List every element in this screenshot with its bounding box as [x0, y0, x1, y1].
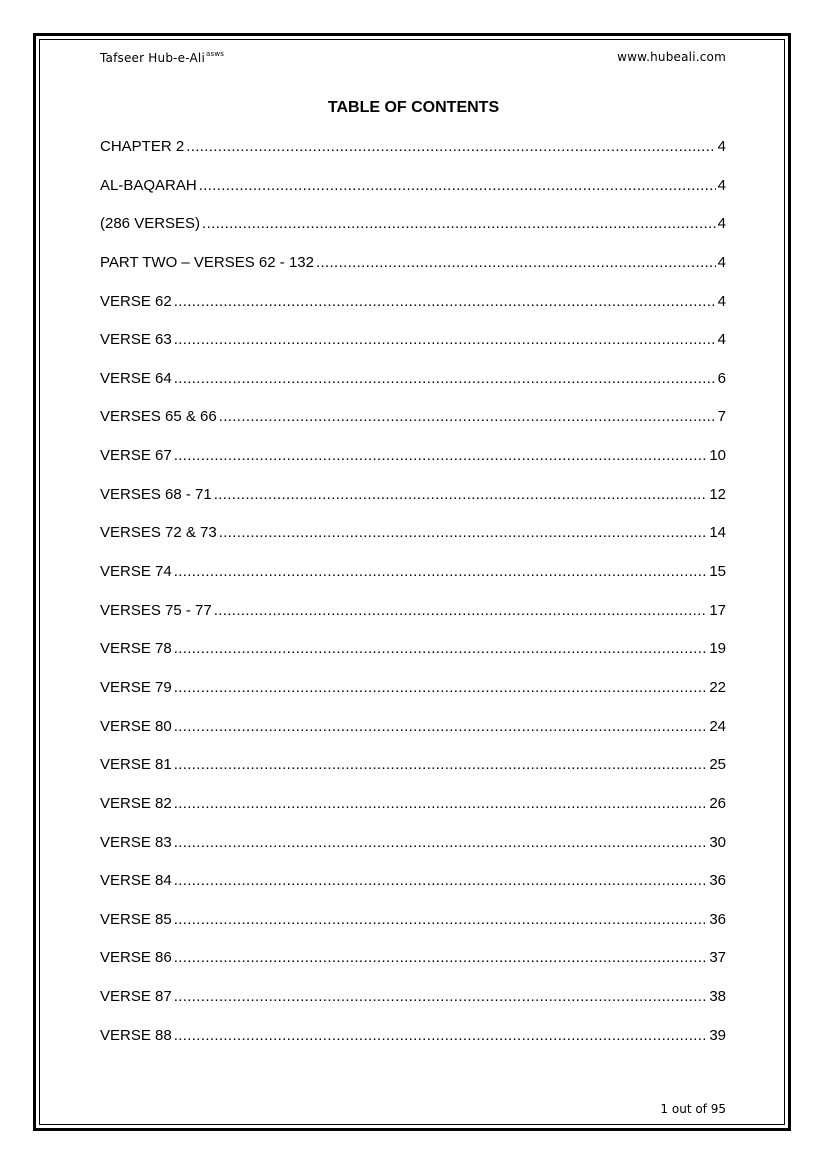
- toc-entry[interactable]: [100, 215, 726, 254]
- toc-entry-label: VERSE 80: [100, 717, 172, 735]
- toc-entry-label: VERSES 65 & 66: [100, 408, 217, 426]
- toc-entry[interactable]: [100, 949, 726, 988]
- toc-entry-page-number: 4: [717, 292, 726, 310]
- toc-entry-label: CHAPTER 2: [100, 138, 185, 155]
- toc-entry[interactable]: [100, 486, 726, 525]
- toc-dot-leader: [316, 254, 716, 271]
- toc-entry[interactable]: [100, 563, 726, 602]
- toc-dot-leader: [186, 138, 715, 155]
- toc-entry-label: VERSE 88: [100, 1026, 172, 1044]
- toc-entry[interactable]: [100, 988, 726, 1027]
- toc-entry[interactable]: [100, 640, 726, 679]
- toc-entry-page-number: 25: [709, 756, 726, 774]
- toc-entry-page-number: 7: [717, 408, 726, 426]
- toc-dot-leader: [219, 524, 708, 541]
- footer-page-number: 1 out of 95: [660, 1102, 726, 1116]
- toc-dot-leader: [174, 679, 708, 696]
- toc-entry-label: VERSE 83: [100, 833, 172, 851]
- toc-dot-leader: [174, 1027, 708, 1044]
- toc-entry-page-number: 38: [709, 988, 726, 1006]
- toc-dot-leader: [174, 795, 708, 812]
- toc-entry-label: VERSE 78: [100, 640, 172, 658]
- toc-entry[interactable]: [100, 718, 726, 757]
- toc-entry[interactable]: [100, 756, 726, 795]
- toc-dot-leader: [174, 949, 708, 966]
- toc-entry-page-number: 4: [717, 176, 726, 194]
- toc-entry-page-number: 4: [717, 138, 726, 155]
- toc-entry-label: (286 VERSES): [100, 215, 201, 233]
- header-website-link[interactable]: www.hubeali.com: [617, 50, 726, 64]
- toc-entry[interactable]: [100, 679, 726, 718]
- toc-dot-leader: [174, 640, 708, 657]
- toc-list: [100, 138, 726, 1065]
- toc-entry-label: VERSE 87: [100, 988, 172, 1006]
- toc-entry-label: VERSE 67: [100, 447, 172, 465]
- toc-entry-label: VERSE 62: [100, 292, 172, 310]
- toc-entry[interactable]: [100, 872, 726, 911]
- toc-entry[interactable]: [100, 331, 726, 370]
- toc-entry-label: VERSES 72 & 73: [100, 524, 217, 542]
- toc-entry-page-number: 22: [709, 678, 726, 696]
- toc-entry-page-number: 39: [709, 1026, 726, 1044]
- toc-dot-leader: [174, 293, 716, 310]
- toc-entry[interactable]: [100, 447, 726, 486]
- toc-entry[interactable]: [100, 254, 726, 293]
- toc-entry[interactable]: [100, 408, 726, 447]
- toc-entry[interactable]: [100, 795, 726, 834]
- toc-dot-leader: [174, 911, 708, 928]
- toc-entry-page-number: 6: [717, 369, 726, 387]
- toc-entry-label: PART TWO – VERSES 62 - 132: [100, 253, 314, 271]
- toc-dot-leader: [174, 447, 708, 464]
- toc-entry-label: VERSES 68 - 71: [100, 485, 212, 503]
- toc-entry-label: VERSE 85: [100, 910, 172, 928]
- toc-dot-leader: [214, 602, 708, 619]
- toc-dot-leader: [202, 215, 716, 232]
- toc-dot-leader: [214, 486, 708, 503]
- header-title-text: Tafseer Hub-e-Ali: [100, 51, 205, 65]
- toc-entry[interactable]: [100, 911, 726, 950]
- toc-entry[interactable]: [100, 370, 726, 409]
- toc-entry-page-number: 12: [709, 485, 726, 503]
- toc-entry-label: VERSE 84: [100, 872, 172, 890]
- toc-dot-leader: [174, 718, 708, 735]
- toc-entry-label: VERSE 79: [100, 678, 172, 696]
- toc-dot-leader: [219, 408, 716, 425]
- toc-dot-leader: [174, 563, 708, 580]
- toc-dot-leader: [174, 370, 716, 387]
- toc-entry[interactable]: [100, 834, 726, 873]
- toc-entry-page-number: 4: [717, 215, 726, 233]
- toc-entry-label: VERSE 63: [100, 331, 172, 349]
- toc-heading: TABLE OF CONTENTS: [327, 99, 500, 116]
- toc-dot-leader: [174, 834, 708, 851]
- toc-entry-page-number: 15: [709, 563, 726, 581]
- toc-dot-leader: [174, 872, 708, 889]
- toc-dot-leader: [174, 331, 716, 348]
- toc-dot-leader: [174, 988, 708, 1005]
- toc-entry[interactable]: [100, 524, 726, 563]
- toc-entry-label: VERSE 74: [100, 563, 172, 581]
- header-title: [100, 50, 224, 65]
- toc-entry[interactable]: [100, 177, 726, 216]
- toc-entry-page-number: 4: [717, 331, 726, 349]
- toc-entry-page-number: 19: [709, 640, 726, 658]
- toc-entry-page-number: 24: [709, 717, 726, 735]
- toc-entry-label: VERSE 64: [100, 369, 172, 387]
- toc-dot-leader: [174, 756, 708, 773]
- toc-entry-label: VERSE 86: [100, 949, 172, 967]
- toc-entry-label: VERSES 75 - 77: [100, 601, 212, 619]
- toc-entry-page-number: 37: [709, 949, 726, 967]
- toc-dot-leader: [199, 177, 716, 194]
- toc-entry-page-number: 10: [709, 447, 726, 465]
- toc-entry-page-number: 30: [709, 833, 726, 851]
- toc-entry-page-number: 26: [709, 794, 726, 812]
- toc-entry[interactable]: [100, 602, 726, 641]
- toc-entry-label: AL-BAQARAH: [100, 176, 197, 194]
- toc-entry-page-number: 36: [709, 910, 726, 928]
- toc-entry-label: VERSE 81: [100, 756, 172, 774]
- toc-entry-page-number: 17: [709, 601, 726, 619]
- toc-entry-label: VERSE 82: [100, 794, 172, 812]
- toc-entry[interactable]: [100, 1027, 726, 1066]
- toc-entry[interactable]: [100, 293, 726, 332]
- header-title-superscript: asws: [206, 50, 225, 58]
- toc-entry-page-number: 4: [717, 253, 726, 271]
- toc-entry-page-number: 14: [709, 524, 726, 542]
- toc-entry[interactable]: [100, 138, 726, 177]
- toc-entry-page-number: 36: [709, 872, 726, 890]
